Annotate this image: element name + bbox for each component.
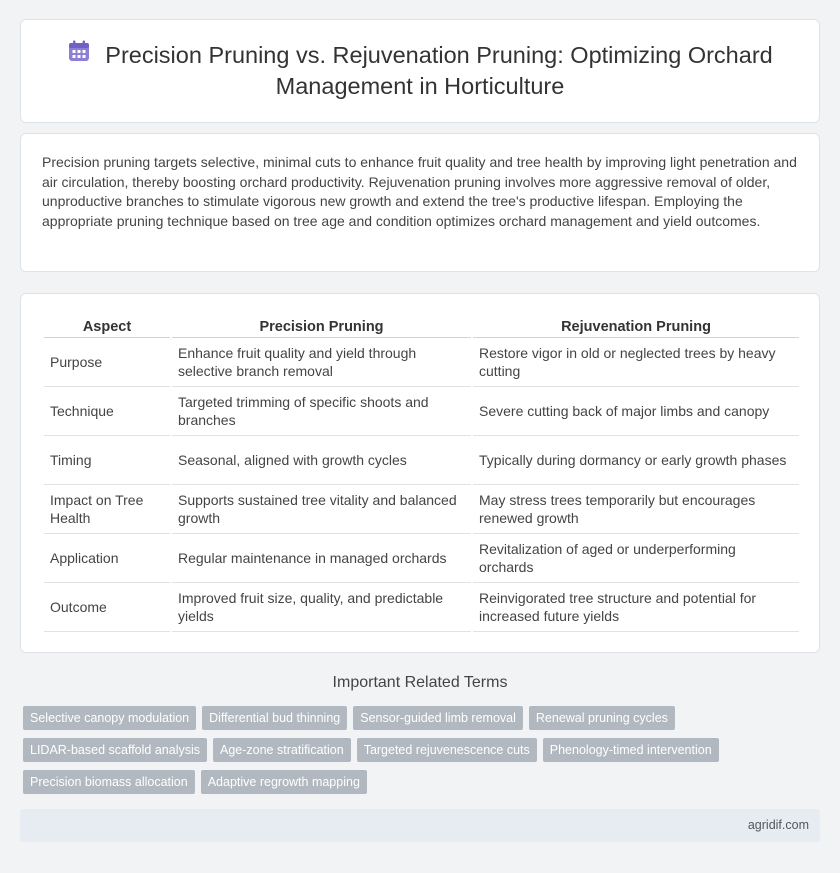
cell-precision: Supports sustained tree vitality and balanced growth bbox=[172, 485, 471, 534]
cell-aspect: Impact on Tree Health bbox=[44, 485, 170, 534]
related-term-tag[interactable]: Differential bud thinning bbox=[202, 706, 347, 730]
cell-rejuvenation: Reinvigorated tree structure and potential for increased future yields bbox=[473, 583, 799, 632]
comparison-table bbox=[42, 314, 801, 632]
comparison-card bbox=[20, 293, 820, 653]
intro-paragraph: Precision pruning targets selective, minimal cuts to enhance fruit quality and tree health by improving light penetration and air circulation, thereby boosting orchard productivity. Rejuvenation pruning involves more aggressive removal of older, unproductive branches to stimulate vigorous new growth and extend the tree's productive lifespan. Employing the appropriate pruning technique based on tree age and condition optimizes orchard management and yield outcomes. bbox=[42, 154, 797, 229]
header-aspect: Aspect bbox=[44, 314, 170, 338]
header-rejuvenation-pruning: Rejuvenation Pruning bbox=[473, 314, 799, 338]
related-terms-heading: Important Related Terms bbox=[332, 674, 508, 691]
page-title: Precision Pruning vs. Rejuvenation Pruning: Optimizing Orchard Management in Horticulture bbox=[105, 41, 773, 100]
cell-rejuvenation: Typically during dormancy or early growth phases bbox=[473, 436, 799, 485]
cell-precision: Regular maintenance in managed orchards bbox=[172, 534, 471, 583]
table-row bbox=[44, 387, 799, 436]
header-precision-pruning: Precision Pruning bbox=[172, 314, 471, 338]
cell-rejuvenation: Severe cutting back of major limbs and canopy bbox=[473, 387, 799, 436]
footer-site-link[interactable]: agridif.com bbox=[747, 818, 809, 832]
cell-aspect: Timing bbox=[44, 436, 170, 485]
cell-aspect: Purpose bbox=[44, 338, 170, 387]
table-row bbox=[44, 485, 799, 534]
title-card bbox=[20, 19, 820, 123]
cell-aspect: Outcome bbox=[44, 583, 170, 632]
cell-precision: Enhance fruit quality and yield through selective branch removal bbox=[172, 338, 471, 387]
intro-card bbox=[20, 133, 820, 272]
cell-precision: Improved fruit size, quality, and predictable yields bbox=[172, 583, 471, 632]
related-terms-list bbox=[23, 706, 823, 794]
table-row bbox=[44, 534, 799, 583]
related-term-tag[interactable]: Precision biomass allocation bbox=[23, 770, 195, 794]
cell-rejuvenation: May stress trees temporarily but encourages renewed growth bbox=[473, 485, 799, 534]
related-term-tag[interactable]: Selective canopy modulation bbox=[23, 706, 196, 730]
cell-rejuvenation: Restore vigor in old or neglected trees by heavy cutting bbox=[473, 338, 799, 387]
table-header-row bbox=[44, 314, 799, 338]
related-term-tag[interactable]: LIDAR-based scaffold analysis bbox=[23, 738, 207, 762]
related-term-tag[interactable]: Age-zone stratification bbox=[213, 738, 351, 762]
calendar-icon bbox=[67, 39, 91, 70]
page-title-wrap bbox=[45, 41, 795, 101]
footer bbox=[20, 809, 820, 842]
cell-precision: Seasonal, aligned with growth cycles bbox=[172, 436, 471, 485]
table-row bbox=[44, 583, 799, 632]
related-term-tag[interactable]: Targeted rejuvenescence cuts bbox=[357, 738, 537, 762]
related-term-tag[interactable]: Adaptive regrowth mapping bbox=[201, 770, 367, 794]
table-row bbox=[44, 436, 799, 485]
cell-precision: Targeted trimming of specific shoots and branches bbox=[172, 387, 471, 436]
cell-aspect: Technique bbox=[44, 387, 170, 436]
table-row bbox=[44, 338, 799, 387]
related-term-tag[interactable]: Renewal pruning cycles bbox=[529, 706, 675, 730]
cell-rejuvenation: Revitalization of aged or underperforming orchards bbox=[473, 534, 799, 583]
cell-aspect: Application bbox=[44, 534, 170, 583]
related-term-tag[interactable]: Phenology-timed intervention bbox=[543, 738, 719, 762]
related-term-tag[interactable]: Sensor-guided limb removal bbox=[353, 706, 523, 730]
